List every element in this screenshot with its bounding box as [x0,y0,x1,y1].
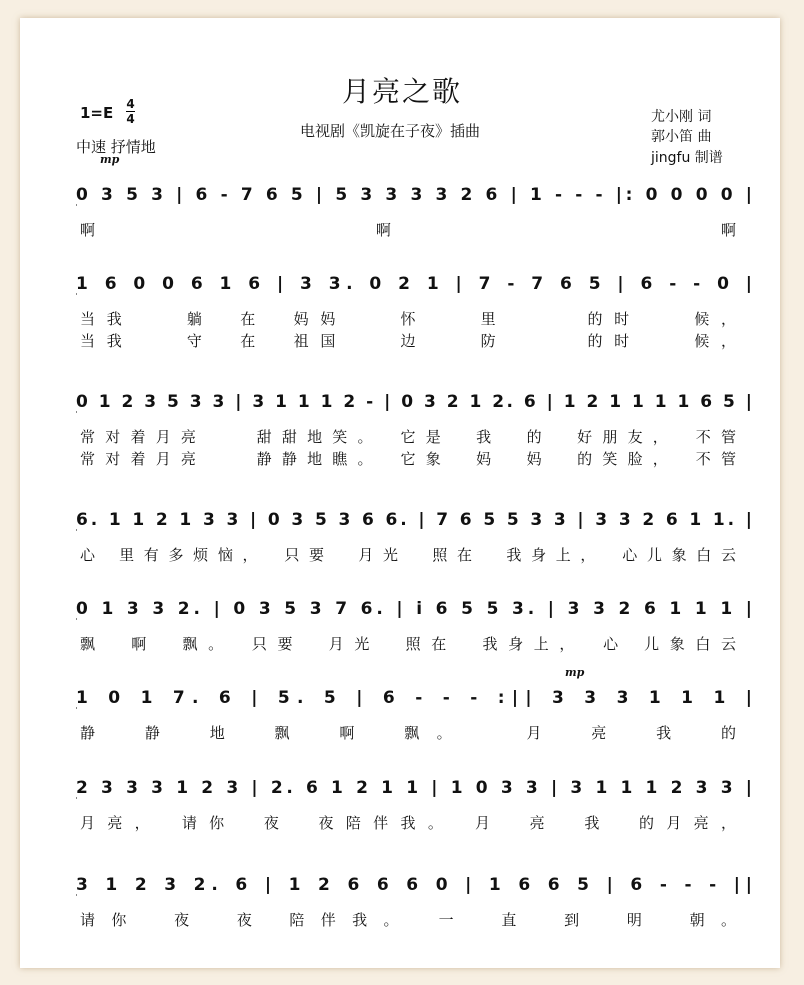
note-row-6: 1 0 1 7. 6 | 5. 5 | 6 - - - :|| 3 3 3 1 1 1 | [76,688,753,708]
arranger-credit: jingfu 制谱 [651,150,723,166]
note-row-3: 0 1 2 3 5 3 3 | 3 1 1 1 2 - | 0 3 2 1 2. 6 | 1 2 1 1 1 1 6 5 | [76,392,753,412]
lyric-row-3-1: 常对着月亮 甜甜地笑。 它是 我 的 好朋友， 不管 [80,428,736,446]
time-signature-top: 4 [126,97,135,111]
song-subtitle: 电视剧《凯旋在子夜》插曲 [300,122,481,140]
music-line-3 [76,392,752,468]
music-line-1 [76,185,752,239]
tempo-marking: 中速 抒情地 [76,138,156,156]
note-row-5: 0 1 3 3 2. | 0 3 5 3 7 6. | i 6 5 5 3. | 3 3 2 6 1 1 1 | [76,599,752,619]
lyric-row-2-1: 当我 躺 在 妈妈 怀 里 的时 候， [80,310,736,328]
lyric-row-2-2: 当我 守 在 祖国 边 防 的时 候， [80,332,736,350]
music-line-8 [76,875,752,929]
lyric-row-1-1: 啊 啊 啊 [80,221,736,239]
song-title: 月亮之歌 [341,75,462,108]
lyricist-credit: 尤小刚 词 [651,109,712,125]
music-line-4 [76,510,752,564]
dynamic-mark-intro: mp [100,153,120,166]
lyric-row-3-2: 常对着月亮 静静地瞧。 它象 妈 妈 的笑脸， 不管 [80,450,736,468]
music-line-7 [76,778,752,832]
note-row-2: 1 6 0 0 6 1 6 | 3 3. 0 2 1 | 7 - 7 6 5 | 6 - - 0 | [76,274,753,294]
note-row-8: 3 1 2 3 2. 6 | 1 2 6 6 6 0 | 1 6 6 5 | 6 - - - || [76,875,752,895]
time-signature-bottom: 4 [126,112,135,126]
music-line-5 [76,599,752,653]
note-row-1: 0 3 5 3 | 6 - 7 6 5 | 5 3 3 3 3 2 6 | 1 - - - |: 0 0 0 0 | [76,185,753,205]
note-row-7: 2 3 3 3 1 2 3 | 2. 6 1 2 1 1 | 1 0 3 3 | 3 1 1 1 2 3 3 | [76,778,752,798]
note-row-4: 6. 1 1 2 1 3 3 | 0 3 5 3 6 6. | 7 6 5 5 3 3 | 3 3 2 6 1 1. | [76,510,752,530]
composer-credit: 郭小笛 曲 [651,129,712,145]
lyric-row-8-1: 请你 夜 夜 陪伴我。 一 直 到 明 朝。 [80,911,736,929]
dynamic-mark-chorus: mp [565,666,585,679]
lyric-row-6-1: 静 静 地 飘 啊 飘。 月 亮 我 的 [80,724,737,742]
music-line-2 [76,274,752,350]
lyric-row-4-1: 心 里有多烦恼， 只要 月光 照在 我身上， 心儿象白云 [80,546,737,564]
lyric-row-7-1: 月亮， 请你 夜 夜陪伴我。 月 亮 我 的月亮， [80,814,736,832]
music-line-6 [76,688,752,742]
key-signature: 1=E [80,104,114,122]
lyric-row-5-1: 飘 啊 飘。 只要 月光 照在 我身上， 心 儿象白云 [80,635,736,653]
